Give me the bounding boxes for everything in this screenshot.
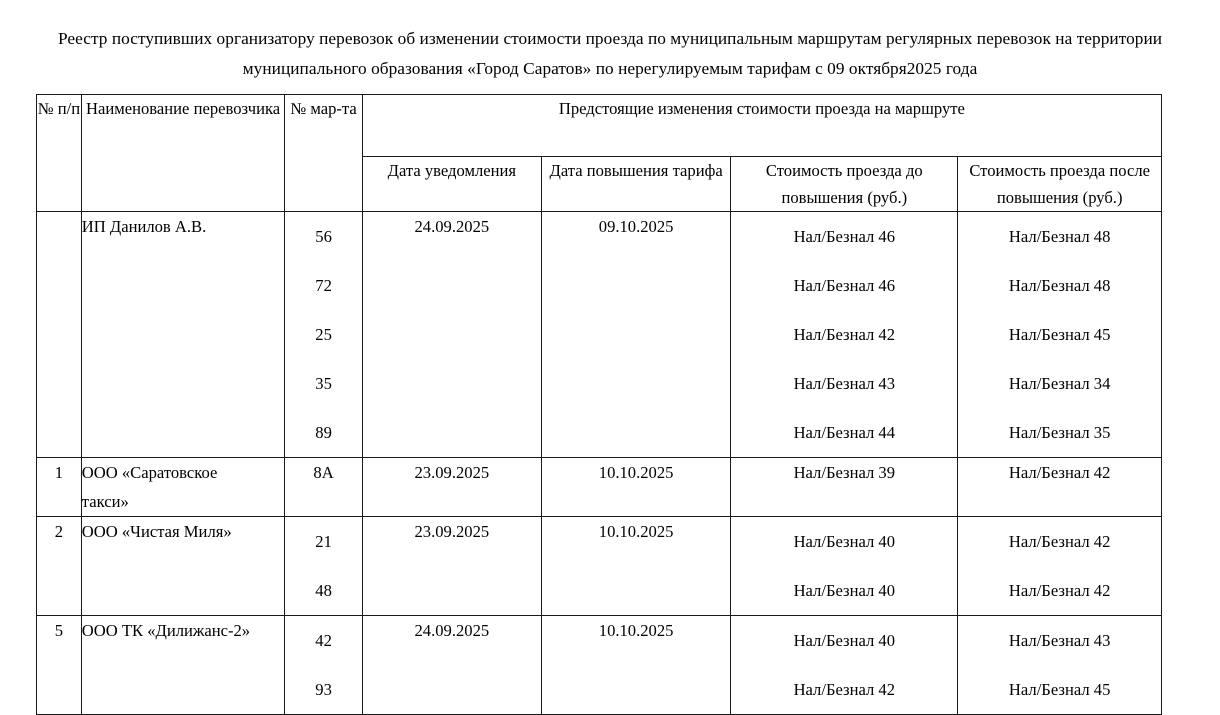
column-header-route-line-2: мар-та	[310, 99, 357, 118]
cell-routes	[285, 517, 362, 616]
table-header-row-main	[37, 95, 1162, 157]
cell-fare-before	[731, 458, 958, 517]
fare-value: Нал/Безнал 42	[1008, 581, 1111, 600]
cell-carrier-line-1: ООО «Чистая Миля»	[81, 522, 232, 541]
route-number: 42	[315, 631, 332, 650]
fare-value: Нал/Безнал 48	[1008, 276, 1111, 295]
column-header-carrier-line-1: Наименование	[86, 99, 190, 118]
fare-value: Нал/Безнал 48	[1008, 227, 1111, 246]
cell-notify-date: 24.09.2025	[362, 616, 541, 715]
cell-notify-date: 24.09.2025	[362, 212, 541, 458]
table-row	[37, 517, 1162, 616]
cell-carrier	[81, 212, 285, 458]
cell-notify-date: 23.09.2025	[362, 517, 541, 616]
fare-value: Нал/Безнал 43	[1008, 631, 1111, 650]
fare-value: Нал/Безнал 35	[1008, 423, 1111, 442]
cell-fare-before	[731, 616, 958, 715]
column-header-fare-before	[731, 157, 958, 212]
cell-fare-before	[731, 517, 958, 616]
cell-number: 5	[37, 616, 82, 715]
cell-carrier-line-1: ИП Данилов А.В.	[81, 217, 207, 236]
fare-value: Нал/Безнал 42	[1008, 463, 1111, 482]
fare-value: Нал/Безнал 42	[1008, 532, 1111, 551]
column-header-fare-before-line-1: Стоимость проезда до	[765, 161, 923, 180]
column-header-notify-date-label: Дата уведомления	[387, 161, 517, 180]
fare-value: Нал/Безнал 40	[793, 581, 896, 600]
column-header-raise-date-line-2: тарифа	[672, 161, 723, 180]
cell-carrier	[81, 616, 285, 715]
cell-fare-after	[958, 212, 1162, 458]
column-header-fare-after-line-1: Стоимость проезда	[969, 161, 1106, 180]
cell-carrier-line-1: ООО «Саратовское	[81, 463, 218, 482]
cell-raise-date: 10.10.2025	[541, 616, 730, 715]
column-header-number-line-2: п/п	[57, 99, 81, 118]
cell-routes	[285, 212, 362, 458]
column-header-number	[37, 95, 82, 212]
table-row	[37, 458, 1162, 517]
column-header-fare-after-line-2: после повышения (руб.)	[996, 161, 1150, 207]
cell-carrier-line-2: такси»	[81, 492, 129, 511]
column-header-carrier	[81, 95, 285, 212]
column-header-route-line-1: №	[290, 99, 307, 118]
table-body	[37, 212, 1162, 715]
column-header-raise-date-line-1: Дата повышения	[549, 161, 669, 180]
fare-change-registry-table	[36, 94, 1162, 715]
fare-value: Нал/Безнал 40	[793, 631, 896, 650]
cell-number	[37, 212, 82, 458]
table-row	[37, 212, 1162, 458]
cell-number: 1	[37, 458, 82, 517]
column-header-fare-before-line-2: повышения (руб.)	[781, 188, 908, 207]
route-number: 35	[315, 374, 332, 393]
cell-fare-after	[958, 517, 1162, 616]
table-row	[37, 616, 1162, 715]
cell-raise-date: 10.10.2025	[541, 458, 730, 517]
fare-value: Нал/Безнал 44	[793, 423, 896, 442]
cell-fare-after	[958, 458, 1162, 517]
route-number: 8А	[313, 463, 334, 482]
route-number: 48	[315, 581, 332, 600]
cell-routes	[285, 616, 362, 715]
column-header-fare-after	[958, 157, 1162, 212]
column-header-carrier-line-2: перевозчика	[193, 99, 281, 118]
column-header-number-line-1: №	[37, 99, 54, 118]
cell-fare-before	[731, 212, 958, 458]
route-number: 21	[315, 532, 332, 551]
fare-value: Нал/Безнал 42	[793, 325, 896, 344]
cell-notify-date: 23.09.2025	[362, 458, 541, 517]
route-number: 72	[315, 276, 332, 295]
column-header-route	[285, 95, 362, 212]
fare-value: Нал/Безнал 46	[793, 276, 896, 295]
cell-routes	[285, 458, 362, 517]
table-header	[37, 95, 1162, 212]
cell-raise-date: 09.10.2025	[541, 212, 730, 458]
column-header-notify-date	[362, 157, 541, 212]
cell-carrier	[81, 517, 285, 616]
fare-value: Нал/Безнал 45	[1008, 325, 1111, 344]
route-number: 89	[315, 423, 332, 442]
cell-carrier-line-1: ООО ТК «Дилижанс-2»	[81, 621, 251, 640]
page-title	[14, 24, 1206, 84]
route-number: 93	[315, 680, 332, 699]
column-header-group-label: Предстоящие изменения стоимости проезда на маршруте	[558, 99, 965, 118]
cell-number: 2	[37, 517, 82, 616]
cell-raise-date: 10.10.2025	[541, 517, 730, 616]
page-title-line-1: Реестр поступивших организатору перевозок об изменении стоимости проезда по муниципальным маршрутам регулярных перевозок на территории	[57, 29, 1163, 48]
fare-value: Нал/Безнал 42	[793, 680, 896, 699]
fare-value: Нал/Безнал 45	[1008, 680, 1111, 699]
fare-value: Нал/Безнал 34	[1008, 374, 1111, 393]
fare-value: Нал/Безнал 39	[793, 463, 896, 482]
fare-value: Нал/Безнал 46	[793, 227, 896, 246]
cell-carrier	[81, 458, 285, 517]
cell-fare-after	[958, 616, 1162, 715]
column-header-group-upcoming-changes	[362, 95, 1161, 157]
page-title-line-2: муниципального образования «Город Саратов» по нерегулируемым тарифам с 09 октября2025 года	[242, 59, 978, 78]
fare-value: Нал/Безнал 40	[793, 532, 896, 551]
route-number: 25	[315, 325, 332, 344]
route-number: 56	[315, 227, 332, 246]
fare-value: Нал/Безнал 43	[793, 374, 896, 393]
column-header-raise-date	[541, 157, 730, 212]
